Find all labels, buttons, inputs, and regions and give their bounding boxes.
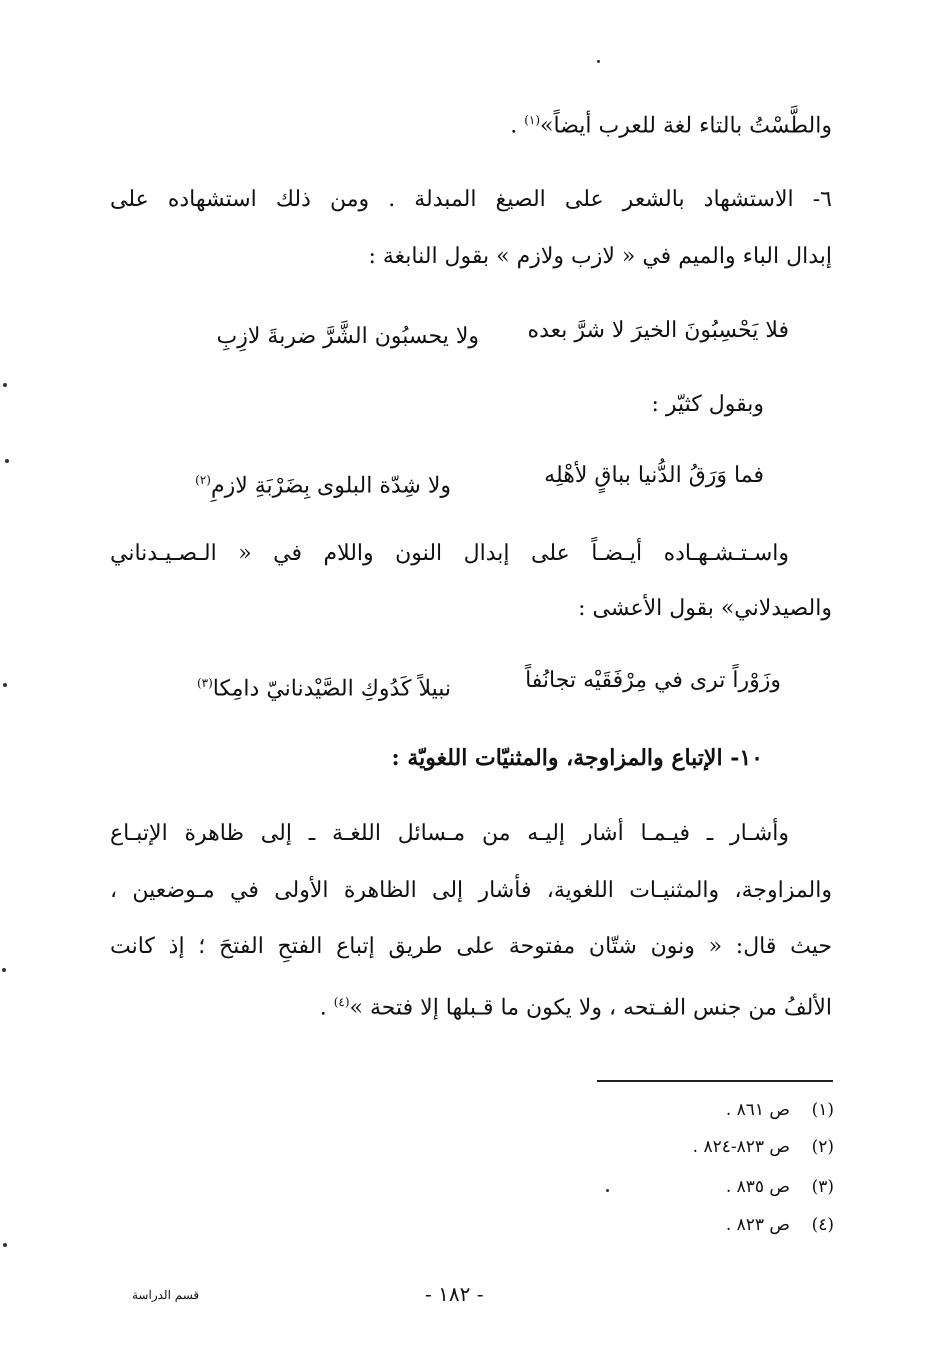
paragraph-4-line-3: حيث قال: « ونون شتّان مفتوحة على طريق إتباع الفتحِ الفتحَ ؛ إذ كانت — [110, 934, 832, 959]
verse-3-second-hemistich: نبيلاً كَدُوكِ الصَّيْدنانيّ دامِكا$^{(٣)}$ — [196, 676, 451, 702]
paragraph-1-line-1: والطَّسْتُ بالتاء لغة للعرب أيضاً»$^{(١)}$ . — [510, 113, 832, 139]
footnote-4 — [726, 1213, 834, 1237]
footnote-3 — [726, 1175, 834, 1199]
paragraph-4-line-4: الألفُ من جنس الفـتحه ، ولا يكون ما قـبلها إلا فتحة »$^{(٤)}$ . — [319, 995, 832, 1021]
footnote-text: ص ٨٢٣-٨٢٤ . — [692, 1137, 790, 1157]
footnote-ref-4: (٤) — [333, 995, 350, 1009]
footnote-number: (٤) — [811, 1215, 834, 1235]
scan-speck — [597, 60, 600, 63]
footnote-ref-3: (٣) — [196, 676, 213, 690]
verse-1-first-hemistich: فلا يَحْسِبُونَ الخيرَ لا شرَّ بعده — [527, 318, 789, 343]
paragraph-4-line-1: وأشـار ـ فيـمـا أشار إليـه من مـسائل اللغـة ـ إلى ظاهرة الإتبـاع — [110, 821, 789, 846]
page-number: - ١٨٢ - — [425, 1282, 484, 1306]
section-label: قسم الدراسة — [132, 1288, 200, 1302]
footnote-text: ص ٨٦١ . — [725, 1100, 790, 1120]
footnote-2 — [693, 1135, 834, 1159]
scan-speck — [2, 968, 6, 972]
paragraph-2-line-1: ٦- الاستشهاد بالشعر على الصيغ المبدلة . ومن ذلك استشهاده على — [110, 187, 832, 212]
footnote-ref-2: (٢) — [195, 473, 211, 487]
scan-speck — [3, 683, 7, 687]
verse-3-first-hemistich: وزَوْراً ترى في مِرْفَقَيْه تجانُفاً — [525, 668, 781, 693]
footnote-number: (١) — [811, 1100, 834, 1120]
footnote-separator — [597, 1080, 833, 1082]
kuthayyir-intro: وبقول كثيّر : — [651, 392, 764, 417]
verse-1-second-hemistich: ولا يحسبُون الشَّرَّ ضربةَ لازِبِ — [216, 324, 479, 349]
footnote-1 — [726, 1098, 834, 1122]
footnote-number: (٣) — [811, 1177, 834, 1197]
footnote-number: (٢) — [811, 1137, 834, 1157]
section-heading: ١٠- الإتباع والمزاوجة، والمثنيّات اللغويّة : — [391, 745, 763, 771]
paragraph-3-line-1: واسـتـشـهـاده أيـضـاً على إبدال النون واللام في « الـصـيـدناني — [110, 541, 789, 566]
paragraph-4-line-2: والمزاوجة، والمثنيـات اللغوية، فأشار إلى الظاهرة الأولى في مـوضعين ، — [110, 878, 832, 903]
paragraph-2-line-2: إبدال الباء والميم في « لازب ولازم » بقول النابغة : — [368, 244, 832, 269]
paragraph-3-line-2: والصيدلاني» بقول الأعشى : — [578, 596, 832, 621]
verse-2-second-hemistich: ولا شِدّة البلوى بِضَرْبَةِ لازمِ$^{(٢)}$ — [195, 473, 451, 499]
scan-speck — [3, 1243, 7, 1247]
scan-speck — [5, 459, 9, 463]
footnote-ref-1: (١) — [524, 113, 541, 127]
footnote-text: ص ٨٣٥ . — [725, 1177, 790, 1197]
scan-speck — [606, 1189, 609, 1192]
footnote-text: ص ٨٢٣ . — [725, 1215, 790, 1235]
scan-speck — [3, 383, 7, 387]
verse-2-first-hemistich: فما وَرَقُ الدُّنيا بباقٍ لأهْلِه — [544, 463, 764, 488]
